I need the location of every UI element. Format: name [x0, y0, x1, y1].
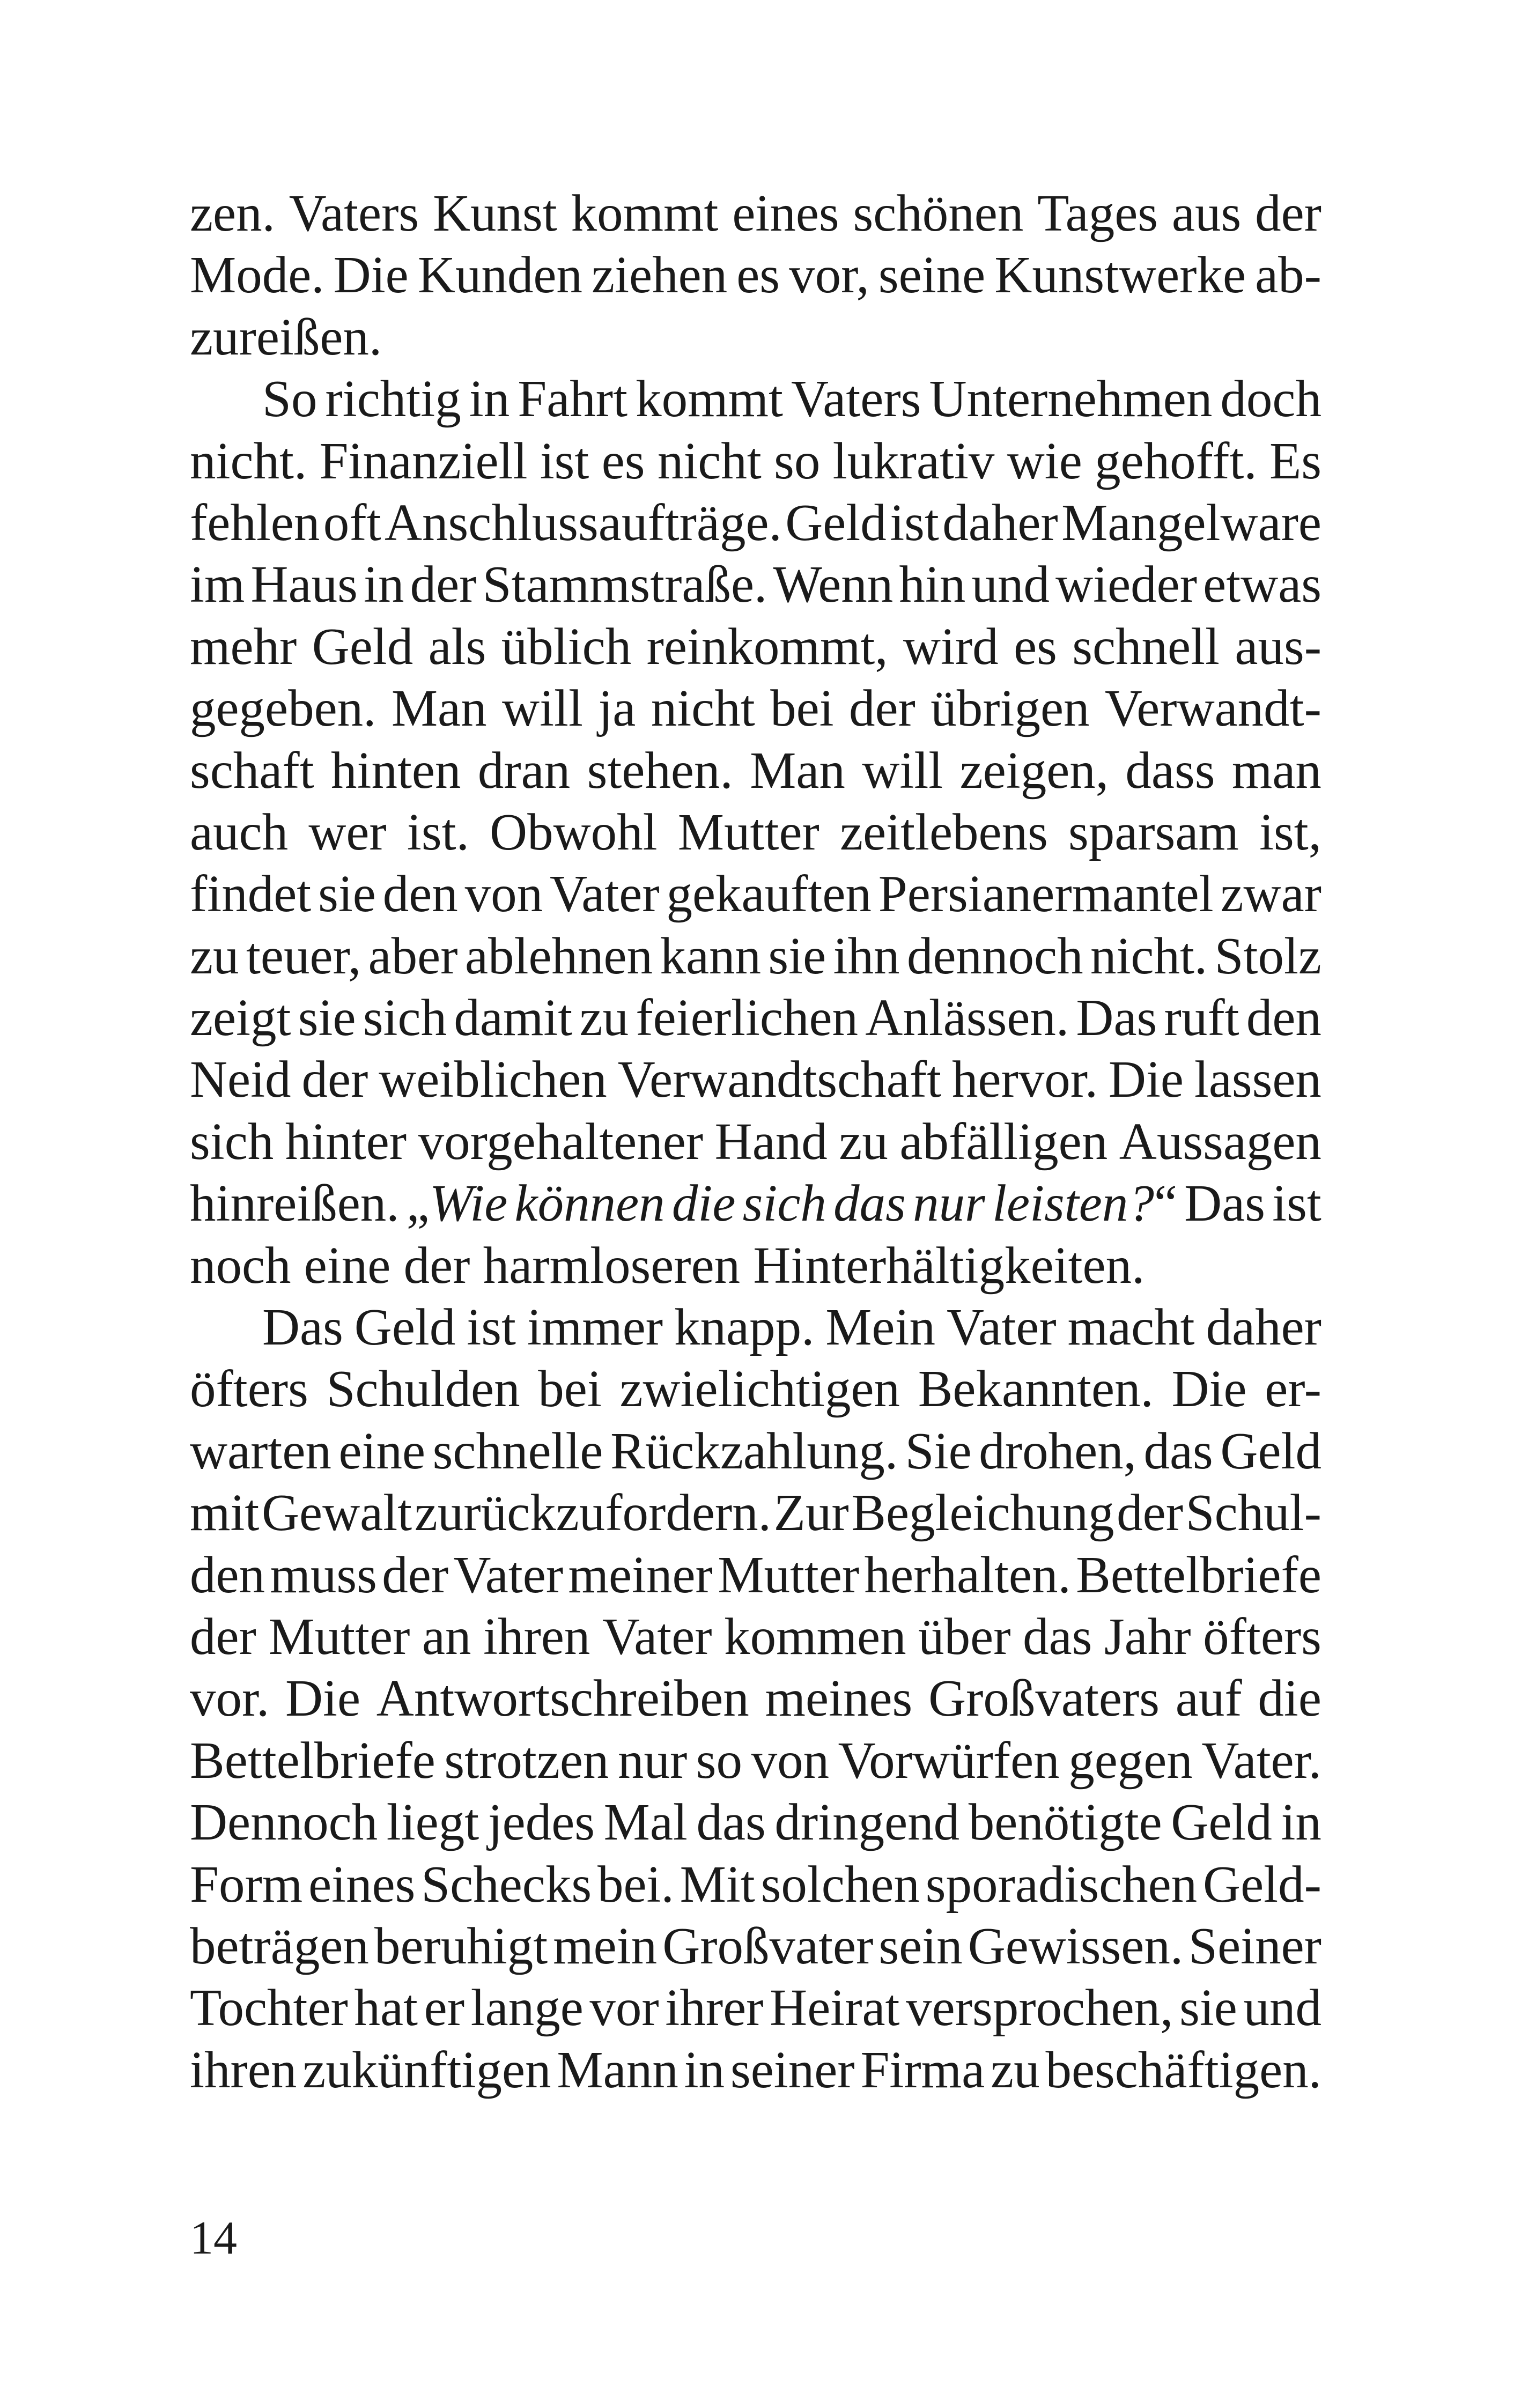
word: wieder: [1055, 556, 1198, 614]
word: So: [262, 370, 318, 428]
word: zukünftigen: [302, 2041, 551, 2099]
word: „Wie: [406, 1175, 508, 1232]
word: und: [1243, 1979, 1321, 2037]
word: nicht.: [1090, 927, 1208, 985]
word: beschäftigen.: [1045, 2041, 1321, 2099]
word: Vater: [947, 1298, 1057, 1356]
text-line: [190, 1544, 1321, 1606]
word: hin: [899, 556, 966, 614]
word: ihren: [190, 2041, 297, 2099]
word: Die: [285, 1670, 361, 1727]
word: Das: [1184, 1175, 1265, 1232]
word: Bettelbriefe: [190, 1731, 435, 1789]
text-line: [190, 1482, 1321, 1543]
word: gegen: [1068, 1731, 1193, 1789]
word: über: [918, 1607, 1011, 1665]
word: findet: [190, 865, 312, 923]
word: oft: [323, 493, 381, 551]
word: den: [190, 1546, 265, 1604]
word: den: [1246, 989, 1321, 1047]
word: Unternehmen: [929, 370, 1213, 428]
word: der: [382, 1546, 449, 1604]
text-line: [190, 801, 1321, 863]
word: macht: [1067, 1298, 1195, 1356]
word: Großvater: [662, 1917, 874, 1975]
word: mit: [190, 1484, 260, 1542]
word: Stolz: [1214, 927, 1321, 985]
word: öfters: [1203, 1607, 1321, 1665]
word: Vater: [602, 1607, 712, 1665]
word: hinreißen.: [190, 1175, 400, 1232]
word: doch: [1220, 370, 1321, 428]
word: meiner: [568, 1546, 713, 1604]
word: gegeben.: [190, 679, 376, 737]
text-line: [190, 740, 1321, 801]
word: stehen.: [587, 741, 733, 799]
word: es: [736, 246, 780, 304]
word: die: [671, 1175, 736, 1232]
word: der: [301, 1051, 368, 1109]
word: schönen: [853, 184, 1024, 242]
word: Mit: [680, 1855, 755, 1913]
word: Stammstraße.: [482, 556, 767, 614]
word: Finanziell: [319, 432, 528, 490]
text-line: [190, 1358, 1321, 1420]
text-line: [190, 1915, 1321, 1977]
word: es: [601, 432, 645, 490]
word: wer: [308, 803, 387, 861]
word: Die: [1108, 1051, 1184, 1109]
word: ziehen: [592, 246, 728, 304]
word: liegt: [386, 1793, 479, 1851]
paragraph-3: [190, 1296, 1321, 2101]
word: sie: [768, 927, 826, 985]
word: Man: [391, 679, 487, 737]
text-line: [190, 1606, 1321, 1667]
word: daher: [942, 493, 1058, 551]
paragraph-2: [190, 368, 1321, 1296]
word: hat: [354, 1979, 418, 2037]
word: Mann: [557, 2041, 678, 2099]
word: Sie: [905, 1422, 972, 1480]
word: ist: [1272, 1175, 1321, 1232]
word: sich: [363, 989, 447, 1047]
word: Schul-: [1185, 1484, 1321, 1542]
word: wie: [1007, 432, 1082, 490]
word: Vater: [453, 1546, 564, 1604]
word: abfälligen: [899, 1112, 1108, 1170]
text-line: [190, 368, 1321, 430]
body-text: [190, 182, 1321, 2101]
word: sie: [298, 989, 356, 1047]
word: Tochter: [190, 1979, 348, 2037]
word: Seiner: [1188, 1917, 1321, 1975]
word: lange: [470, 1979, 584, 2037]
word: schaft: [190, 741, 314, 799]
word: Mode.: [190, 246, 324, 304]
word: strotzen: [444, 1731, 609, 1789]
word: Anlässen.: [865, 989, 1069, 1047]
word: Die: [1171, 1360, 1247, 1418]
word: üblich: [501, 617, 632, 675]
word: ist,: [1259, 803, 1321, 861]
word: Man: [750, 741, 845, 799]
word: gehofft.: [1095, 432, 1257, 490]
word: vorgehaltener: [418, 1112, 704, 1170]
word: seine: [878, 246, 986, 304]
word: ab-: [1255, 246, 1321, 304]
word: ist: [467, 1298, 516, 1356]
word: sich: [742, 1175, 826, 1232]
paragraph-1: [190, 182, 1321, 368]
word: hervor.: [951, 1051, 1098, 1109]
word: Fahrt: [518, 370, 628, 428]
text-line: [190, 863, 1321, 925]
word: immer: [527, 1298, 663, 1356]
word: Geld: [354, 1298, 456, 1356]
word: Vater: [549, 865, 660, 923]
word: Geld-: [1203, 1855, 1321, 1913]
word: aber: [368, 927, 458, 985]
text-line: [190, 1853, 1321, 1915]
word: ja: [598, 679, 636, 737]
word: aus-: [1235, 617, 1321, 675]
word: Anschlussaufträge.: [385, 493, 782, 551]
word: öfters: [190, 1360, 308, 1418]
word: bei: [538, 1360, 602, 1418]
word: kann: [660, 927, 762, 985]
word: zeigen,: [959, 741, 1109, 799]
word: übrigen: [931, 679, 1090, 737]
word: zu: [579, 989, 629, 1047]
word: Zur: [773, 1484, 849, 1542]
word: in: [1281, 1793, 1321, 1851]
word: Großvaters: [928, 1670, 1160, 1727]
word: lassen: [1194, 1051, 1321, 1109]
word: knapp.: [674, 1298, 815, 1356]
word: Mutter: [718, 1546, 860, 1604]
word: Kunst: [432, 184, 557, 242]
word: Mutter: [677, 803, 819, 861]
text-line: [190, 1730, 1321, 1791]
word: drohen,: [979, 1422, 1136, 1480]
word: sparsam: [1068, 803, 1239, 861]
word: Es: [1269, 432, 1321, 490]
word: Bettelbriefe: [1076, 1546, 1321, 1604]
text-line: [190, 616, 1321, 677]
word: aus: [1171, 184, 1242, 242]
word: will: [862, 741, 943, 799]
word: der: [410, 556, 477, 614]
word: zwar: [1220, 865, 1321, 923]
word: und: [971, 556, 1050, 614]
word: den: [382, 865, 458, 923]
word: gekauften: [666, 865, 872, 923]
word: Form: [190, 1855, 303, 1913]
text-line: [190, 244, 1321, 306]
word: so: [774, 432, 821, 490]
word: nicht.: [190, 432, 307, 490]
text-line: [190, 1667, 1321, 1729]
word: Obwohl: [490, 803, 658, 861]
word: das: [1023, 1607, 1092, 1665]
word: sie: [318, 865, 376, 923]
word: zeitlebens: [840, 803, 1048, 861]
word: seiner: [730, 2041, 855, 2099]
word: teuer,: [246, 927, 361, 985]
text-line: [190, 1111, 1321, 1172]
word: zwielichtigen: [619, 1360, 900, 1418]
word: sie: [1179, 1979, 1237, 2037]
page-number: 14: [190, 2212, 237, 2264]
word: Gewissen.: [968, 1917, 1184, 1975]
word: Mangelware: [1061, 493, 1321, 551]
word: Dennoch: [190, 1793, 378, 1851]
word: Haus: [250, 556, 358, 614]
word: Rückzahlung.: [610, 1422, 898, 1480]
word: die: [1258, 1670, 1321, 1727]
word: Vorwürfen: [838, 1731, 1060, 1789]
word: Vaters: [791, 370, 921, 428]
word: richtig: [325, 370, 461, 428]
word: das: [696, 1793, 766, 1851]
word: mehr: [190, 617, 297, 675]
text-line: [190, 1048, 1321, 1110]
word: Mein: [825, 1298, 936, 1356]
word: Geld: [785, 493, 887, 551]
word: vor: [589, 1979, 659, 2037]
word: dringend: [774, 1793, 960, 1851]
quote-line: [190, 1172, 1321, 1234]
word: Tages: [1037, 184, 1158, 242]
word: zu: [839, 1112, 888, 1170]
word: kommt: [571, 184, 719, 242]
word: will: [502, 679, 583, 737]
word: der: [848, 679, 915, 737]
word: Vater.: [1201, 1731, 1321, 1789]
word: Antwortschreiben: [376, 1670, 749, 1727]
word: dennoch: [906, 927, 1083, 985]
word: Firma: [860, 2041, 985, 2099]
word: leisten?“: [992, 1175, 1177, 1232]
word: Bekannten.: [918, 1360, 1154, 1418]
word: bei.: [597, 1855, 674, 1913]
word: solchen: [760, 1855, 920, 1913]
word: Geld: [312, 617, 414, 675]
text-line: [190, 1977, 1321, 2038]
word: von: [751, 1731, 830, 1789]
word: zu: [991, 2041, 1040, 2099]
word: der: [190, 1607, 256, 1665]
word: Kunstwerke: [994, 246, 1246, 304]
word: eines: [308, 1855, 416, 1913]
text-line: [190, 1420, 1321, 1482]
word: etwas: [1203, 556, 1321, 614]
word: ist: [890, 493, 939, 551]
word: von: [464, 865, 543, 923]
word: damit: [454, 989, 573, 1047]
text-line: [190, 492, 1321, 553]
word: wird: [903, 617, 999, 675]
word: eines: [732, 184, 839, 242]
word: hinten: [331, 741, 461, 799]
word: Geld: [1171, 1793, 1272, 1851]
word: Heirat: [770, 1979, 900, 2037]
text-line: [190, 2039, 1321, 2101]
word: ihn: [833, 927, 900, 985]
word: schnelle: [432, 1422, 603, 1480]
text-line: [190, 1296, 1321, 1358]
word: fehlen: [190, 493, 320, 551]
word: Schecks: [421, 1855, 592, 1913]
word: schnell: [1072, 617, 1220, 675]
word: ablehnen: [464, 927, 653, 985]
word: kommen: [724, 1607, 906, 1665]
word: weiblichen: [379, 1051, 607, 1109]
word: nur: [617, 1731, 688, 1789]
word: jedes: [488, 1793, 595, 1851]
text-line: [190, 677, 1321, 739]
word: ist.: [407, 803, 469, 861]
word: Mutter: [268, 1607, 410, 1665]
word: als: [428, 617, 486, 675]
text-line: [190, 553, 1321, 615]
word: ist: [540, 432, 589, 490]
word: an: [422, 1607, 471, 1665]
word: auch: [190, 803, 289, 861]
word: sein: [878, 1917, 963, 1975]
word: sich: [190, 1112, 274, 1170]
word: meines: [765, 1670, 913, 1727]
word: reinkommt,: [646, 617, 888, 675]
word: Verwandt-: [1104, 679, 1321, 737]
word: können: [514, 1175, 665, 1232]
word: er-: [1265, 1360, 1321, 1418]
word: Vaters: [289, 184, 419, 242]
word: eine: [338, 1422, 426, 1480]
word: in: [364, 556, 404, 614]
word: vor,: [789, 246, 869, 304]
word: Die: [333, 246, 409, 304]
word: Das: [262, 1298, 343, 1356]
word: Persianermantel: [878, 865, 1214, 923]
word: bei: [770, 679, 834, 737]
text-line: [190, 925, 1321, 987]
word: dran: [477, 741, 571, 799]
word: versprochen,: [906, 1979, 1173, 2037]
word: herhalten.: [864, 1546, 1071, 1604]
word: ihren: [483, 1607, 590, 1665]
word: zen.: [190, 184, 275, 242]
word: es: [1014, 617, 1057, 675]
word: hinter: [285, 1112, 407, 1170]
word: feierlichen: [636, 989, 859, 1047]
word: mein: [553, 1917, 658, 1975]
text-line: noch eine der harmloseren Hinterhältigkeiten.: [190, 1236, 1145, 1294]
word: zeigt: [190, 989, 291, 1047]
word: er: [424, 1979, 465, 2037]
word: nicht: [651, 679, 755, 737]
word: auf: [1175, 1670, 1242, 1727]
word: in: [684, 2041, 725, 2099]
word: Jahr: [1104, 1607, 1191, 1665]
word: nicht: [657, 432, 762, 490]
word: Wenn: [773, 556, 894, 614]
word: in: [469, 370, 510, 428]
word: ihrer: [665, 1979, 764, 2037]
word: man: [1231, 741, 1321, 799]
word: Geld: [1220, 1422, 1321, 1480]
word: Verwandtschaft: [617, 1051, 942, 1109]
word: ruft: [1164, 989, 1239, 1047]
word: zurückzufordern.: [414, 1484, 771, 1542]
text-line: [190, 430, 1321, 492]
word: beruhigt: [374, 1917, 548, 1975]
word: lukrativ: [832, 432, 995, 490]
word: beträgen: [190, 1917, 369, 1975]
word: das: [833, 1175, 906, 1232]
word: nur: [913, 1175, 985, 1232]
text-line: zureißen.: [190, 308, 382, 366]
word: Kunden: [417, 246, 582, 304]
word: dass: [1125, 741, 1215, 799]
word: Hand: [714, 1112, 828, 1170]
word: Schulden: [326, 1360, 520, 1418]
word: Gewalt: [262, 1484, 412, 1542]
word: Das: [1076, 989, 1157, 1047]
word: warten: [190, 1422, 331, 1480]
word: sporadischen: [925, 1855, 1198, 1913]
word: kommt: [636, 370, 783, 428]
word: Aussagen: [1119, 1112, 1321, 1170]
word: benötigte: [968, 1793, 1162, 1851]
text-line: [190, 1791, 1321, 1853]
word: der: [1255, 184, 1321, 242]
word: zu: [190, 927, 239, 985]
word: das: [1143, 1422, 1213, 1480]
text-line: [190, 182, 1321, 244]
word: muss: [270, 1546, 377, 1604]
word: Begleichung: [851, 1484, 1114, 1542]
word: vor.: [190, 1670, 270, 1727]
word: daher: [1206, 1298, 1321, 1356]
word: Mal: [603, 1793, 688, 1851]
text-line: [190, 987, 1321, 1048]
word: der: [1117, 1484, 1184, 1542]
word: Neid: [190, 1051, 291, 1109]
word: so: [696, 1731, 743, 1789]
word: im: [190, 556, 245, 614]
